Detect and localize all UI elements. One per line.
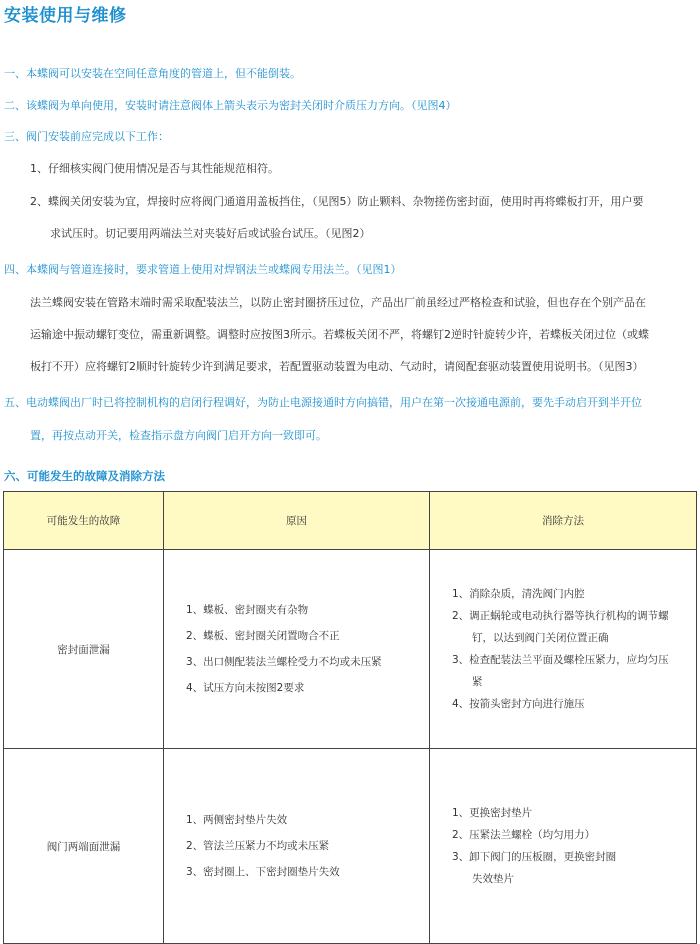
list-item: 3、卸下阀门的压板圈，更换密封圈失效垫片 [452,851,617,885]
list-item: 2、蝶板、密封圈关闭置吻合不正 [186,630,340,642]
remedy-cell [430,550,697,749]
paragraph-3: 三、阀门安装前应完成以下工作： [4,130,169,143]
list-item: 3、出口侧配装法兰螺栓受力不均或未压紧 [186,656,382,668]
list-item: 4、按箭头密封方向进行施压 [452,698,585,710]
paragraph-3-item-2-cont: 求试压时。切记要用两端法兰对夹装好后或试验台试压。（见图2） [50,227,371,240]
cause-list [164,807,429,885]
list-item: 3、密封圈上、下密封圈垫片失效 [186,866,340,878]
paragraph-2: 二、该蝶阀为单向使用，安装时请注意阀体上箭头表示为密封关闭时介质压力方向。（见图4） [4,99,457,112]
remedy-cell [430,749,697,944]
list-item: 1、蝶板、密封圈夹有杂物 [186,604,309,616]
fault-cell: 密封面泄漏 [4,550,164,749]
list-item: 3、检查配装法兰平面及螺栓压紧力，应均匀压紧 [452,654,669,688]
cause-list [164,597,429,701]
cause-cell [164,749,430,944]
fault-table [3,491,697,944]
paragraph-4: 四、本蝶阀与管道连接时，要求管道上使用对焊钢法兰或蝶阀专用法兰。（见图1） [4,263,402,276]
paragraph-4-detail-3: 板打不开）应将螺钉2顺时针旋转少许到满足要求，若配置驱动装置为电动、气动时，请阅配套驱动装置使用说明书。（见图3） [30,360,644,373]
paragraph-5: 五、电动蝶阀出厂时已将控制机构的启闭行程调好，为防止电源接通时方向搞错，用户在第一次接通电源前，要先手动启开到半开位 [4,396,642,409]
paragraph-3-item-2: 2、蝶阀关闭安装为宜，焊接时应将阀门通道用盖板挡住，（见图5）防止颗料、杂物搓伤密封面，使用时再将蝶板打开，用户要 [30,195,644,208]
remedy-list [430,583,696,715]
table-row [4,749,697,944]
paragraph-5-cont: 置，再按点动开关，检查指示盘方向阀门启开方向一致即可。 [30,429,327,442]
list-item: 4、试压方向未按图2要求 [186,682,305,694]
section-6-heading: 六、可能发生的故障及消除方法 [4,469,165,483]
page-title: 安装使用与维修 [4,6,127,26]
paragraph-1: 一、本蝶阀可以安装在空间任意角度的管道上，但不能倒装。 [4,67,301,80]
list-item: 2、压紧法兰螺栓（均匀用力） [452,829,596,841]
paragraph-4-detail-1: 法兰蝶阀安装在管路末端时需采取配装法兰，以防止密封圈挤压过位，产品出厂前虽经过严格检查和试验，但也存在个别产品在 [30,296,646,309]
list-item: 2、调正蜗轮或电动执行器等执行机构的调节螺钉，以达到阀门关闭位置正确 [452,610,669,644]
table-header-row [4,492,697,550]
cause-cell [164,550,430,749]
header-remedy: 消除方法 [430,492,697,550]
header-fault: 可能发生的故障 [4,492,164,550]
table-row [4,550,697,749]
remedy-list [430,802,696,890]
paragraph-3-item-1: 1、仔细核实阀门使用情况是否与其性能规范相符。 [30,162,279,175]
paragraph-4-detail-2: 运输途中振动螺钉变位，需重新调整。调整时应按图3所示。若蝶板关闭不严，将螺钉2逆时针旋转少许，若蝶板关闭过位（或蝶 [30,328,649,341]
list-item: 2、管法兰压紧力不均或未压紧 [186,840,330,852]
list-item: 1、两侧密封垫片失效 [186,814,288,826]
fault-cell: 阀门两端面泄漏 [4,749,164,944]
list-item: 1、更换密封垫片 [452,807,533,819]
list-item: 1、消除杂质，清洗阀门内腔 [452,588,585,600]
header-cause: 原因 [164,492,430,550]
